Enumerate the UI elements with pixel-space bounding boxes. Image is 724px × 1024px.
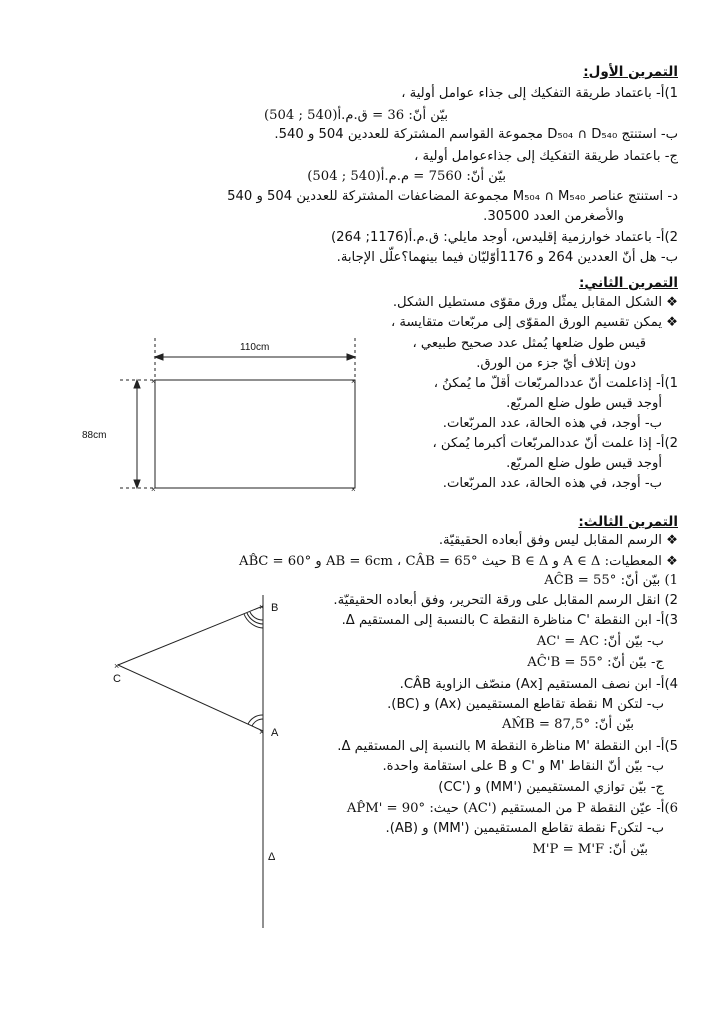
ex1-line-8: 2)أ- باعتماد خوارزمية إقليدس، أوجد مايلي: ق.م.أ(1176; 264)	[330, 230, 678, 245]
arrow-down	[134, 480, 140, 488]
label-B: B	[271, 602, 279, 614]
ex1-line-6: د- استنتج عناصر M₅₀₄ ∩ M₅₄₀ مجموعة المضاعفات المشتركة للعددين 504 و 540	[227, 189, 678, 204]
ex2-line-10: ب- أوجد، في هذه الحالة، عدد المربّعات.	[442, 476, 662, 491]
corner-mark: ×	[151, 485, 156, 494]
ex3-line-2: ❖ المعطيات: A ∈ Δ و B ∈ Δ حيث AB = 6cm ، CÂB = 65° و AB̂C = 60°	[239, 554, 678, 569]
ex2-line-1: ❖ الشكل المقابل يمثّل ورق مقوّى مستطيل الشكل.	[392, 295, 678, 310]
ex3-line-8: 4)أ- ابن نصف المستقيم [Ax) منصّف الزاوية CÂB.	[399, 677, 678, 692]
ex2-line-4: دون إتلاف أيّ جزء من الورق.	[476, 356, 636, 371]
ex3-line-16: بيّن أنّ: M'P = M'F	[532, 842, 648, 857]
ex2-line-6: أوجد قيس طول ضلع المربّع.	[506, 396, 662, 411]
ex1-line-5: بيّن أنّ: 7560 = م.م.أ(540 ; 504)	[307, 169, 506, 184]
ex2-line-8: 2)أ- إذا علمت أنّ عددالمربّعات أكبرما يُمكن ،	[432, 436, 678, 451]
ex3-line-7: ج- بيّن أنّ: AĈ'B = 55°	[527, 655, 664, 670]
ex3-line-1: ❖ الرسم المقابل ليس وفق أبعاده الحقيقيّة.	[438, 533, 678, 548]
label-A: A	[271, 727, 279, 739]
ex3-line-14: 6)أ- عيّن النقطة P من المستقيم ('AC) حيث: AP̂M' = 90°	[346, 801, 678, 816]
arrow-right	[347, 354, 355, 360]
ex2-line-2: ❖ يمكن تقسيم الورق المقوّى إلى مربّعات متقايسة ،	[390, 315, 678, 330]
arrow-left	[155, 354, 163, 360]
ex1-line-4: ج- باعتماد طريقة التفكيك إلى جذاءعوامل أولية ،	[414, 149, 678, 164]
arrow-up	[134, 380, 140, 388]
exercise-3-title: التمرين الثالث:	[578, 514, 678, 530]
ex3-line-5: 3)أ- ابن النقطة 'C مناظرة النقطة C بالنسبة إلى المستقيم Δ.	[341, 613, 678, 628]
ex1-line-3: ب- استنتج D₅₀₄ ∩ D₅₄₀ مجموعة القواسم المشتركة للعددين 504 و 540.	[274, 127, 678, 142]
ex3-line-6: ب- بيّن أنّ: AC' = AC	[536, 634, 664, 649]
point-C-mark: ×	[114, 661, 120, 671]
cardboard-rectangle	[155, 380, 355, 488]
point-B-mark: ×	[259, 602, 265, 612]
label-C: C	[113, 673, 121, 685]
angle-B-arc	[250, 612, 263, 620]
ex2-line-3: قيس طول ضلعها يُمثل عدد صحيح طبيعي ،	[412, 336, 646, 351]
point-A-mark: ×	[259, 727, 265, 737]
ex1-line-2: بيّن أنّ: 36 = ق.م.أ(540 ; 504)	[263, 108, 448, 123]
height-label: 88cm	[82, 430, 107, 441]
ex2-line-9: أوجد قيس طول ضلع المربّع.	[506, 456, 662, 471]
ex1-line-7: والأصغرمن العدد 30500.	[483, 209, 624, 224]
ex2-line-5: 1)أ- إذاعلمت أنّ عددالمربّعات أقلّ ما يُمكنُ ،	[433, 376, 678, 391]
exercise-2-title: التمرين الثاني:	[579, 275, 678, 291]
segment-BC	[118, 606, 263, 665]
width-label: 110cm	[240, 342, 270, 353]
ex3-line-4: 2) انقل الرسم المقابل على ورقة التحرير، وفق أبعاده الحقيقيّة.	[333, 593, 678, 608]
ex3-line-15: ب- لتكنF نقطة تقاطع المستقيمين ('MM) و (AB).	[385, 821, 664, 836]
exercise-1-title: التمرين الأول:	[583, 64, 678, 80]
corner-mark: ×	[351, 377, 356, 386]
corner-mark: ×	[351, 485, 356, 494]
ex3-line-12: ب- بيّن أنّ النقاط 'M و 'C و B على استقامة واحدة.	[382, 759, 664, 774]
ex1-line-1: 1)أ- باعتماد طريقة التفكيك إلى جذاء عوامل أولية ،	[401, 86, 678, 101]
label-delta: Δ	[268, 851, 276, 863]
ex3-line-10: بيّن أنّ: AM̂B = 87,5°	[502, 717, 634, 732]
ex2-line-7: ب- أوجد، في هذه الحالة، عدد المربّعات.	[442, 416, 662, 431]
ex3-line-13: ج- بيّن توازي المستقيمين ('MM) و ('CC)	[438, 780, 664, 795]
angle-A-arc	[252, 719, 263, 726]
triangle-figure	[114, 595, 264, 928]
segment-AC	[118, 665, 263, 731]
ex3-line-9: ب- لتكن M نقطة تقاطع المستقيمين (Ax) و (BC).	[387, 697, 664, 712]
ex1-line-9: ب- هل أنّ العددين 264 و 1176أوّليّان فيما بينهما؟علّل الإجابة.	[336, 250, 678, 265]
ex3-line-11: 5)أ- ابن النقطة 'M مناظرة النقطة M بالنسبة إلى المستقيم Δ.	[337, 739, 678, 754]
rectangle-figure	[120, 338, 356, 494]
corner-mark: ×	[151, 377, 156, 386]
ex3-line-3: 1) بيّن أنّ: AĈB = 55°	[544, 573, 678, 588]
